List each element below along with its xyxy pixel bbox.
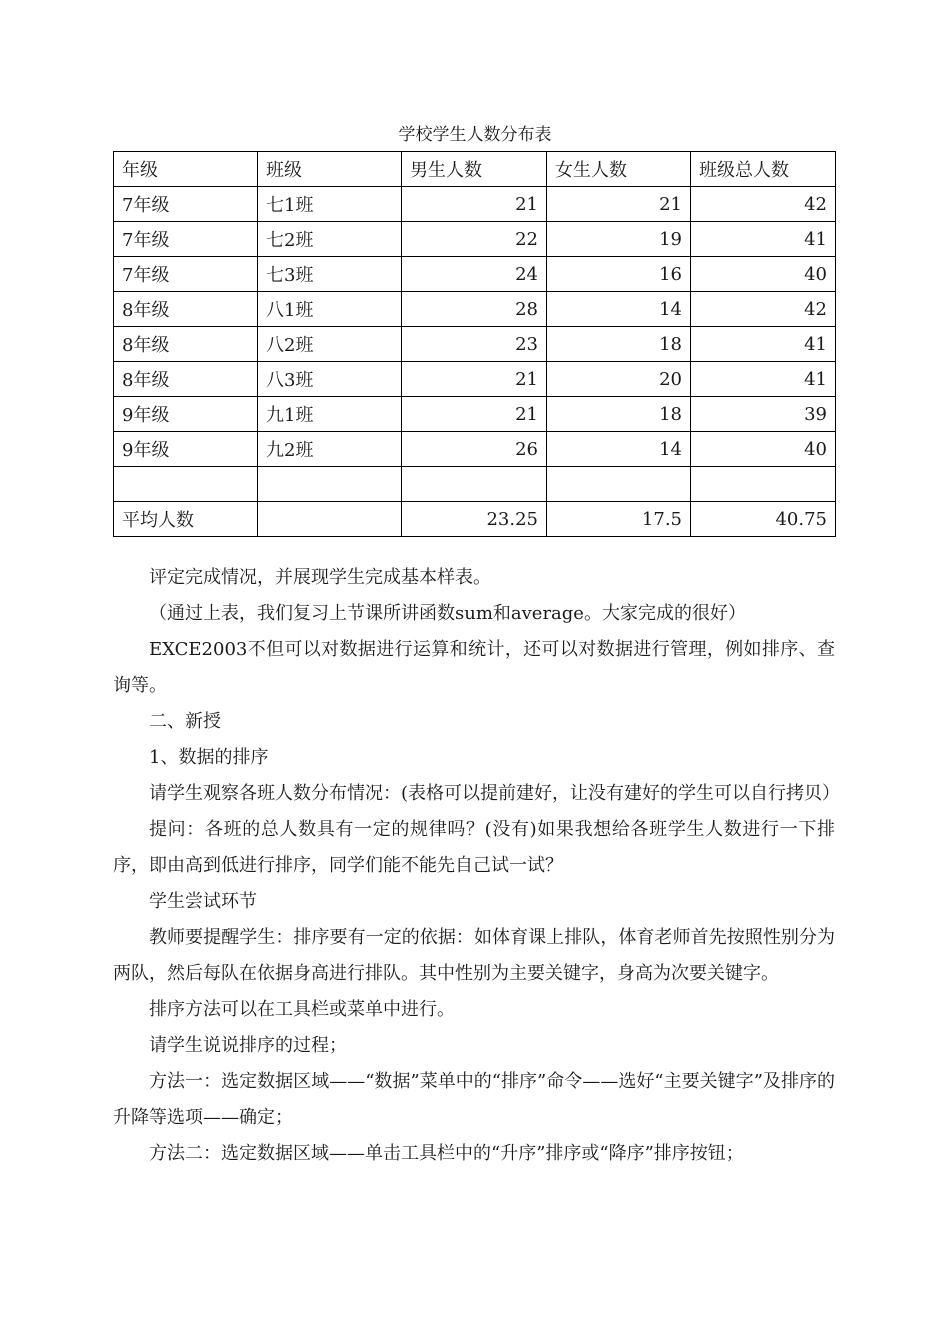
cell-grade: 9年级 [114,397,258,432]
cell-grade: 8年级 [114,362,258,397]
table-row [114,292,836,327]
cell-girls: 18 [547,397,691,432]
cell-class [258,502,402,537]
cell-total [691,467,836,502]
cell-boys: 21 [402,362,547,397]
cell-total: 42 [691,292,836,327]
average-total: 40.75 [691,502,836,537]
table-row [114,327,836,362]
paragraph: 评定完成情况，并展现学生完成基本样表。 [149,567,491,588]
paragraph: （通过上表，我们复习上节课所讲函数sum和average。大家完成的很好） [149,603,746,624]
cell-total: 41 [691,327,836,362]
paragraph: 教师要提醒学生：排序要有一定的依据：如体育课上排队，体育老师首先按照性别分为两队，然后每队在依据身高进行排队。其中性别为主要关键字，身高为次要关键字。 [113,927,835,984]
cell-class: 八2班 [258,327,402,362]
header-boys: 男生人数 [402,152,547,187]
table-row-empty [114,467,836,502]
table-row [114,187,836,222]
table-row-average [114,502,836,537]
cell-grade: 7年级 [114,222,258,257]
cell-grade: 9年级 [114,432,258,467]
cell-boys: 22 [402,222,547,257]
cell-class: 九1班 [258,397,402,432]
cell-class: 七2班 [258,222,402,257]
paragraph: 请学生观察各班人数分布情况：(表格可以提前建好，让没有建好的学生可以自行拷贝） [149,783,841,804]
paragraph: 方法二：选定数据区域——单击工具栏中的“升序”排序或“降序”排序按钮； [149,1143,744,1164]
cell-girls [547,467,691,502]
paragraph: EXCE2003不但可以对数据进行运算和统计，还可以对数据进行管理，例如排序、查询等。 [113,639,835,696]
cell-grade: 7年级 [114,257,258,292]
cell-total: 40 [691,432,836,467]
average-boys: 23.25 [402,502,547,537]
header-class: 班级 [258,152,402,187]
table-row [114,222,836,257]
table-row [114,432,836,467]
student-distribution-table [113,151,836,537]
subsection-heading: 1、数据的排序 [149,747,269,768]
cell-grade: 8年级 [114,327,258,362]
paragraph: 排序方法可以在工具栏或菜单中进行。 [149,999,455,1020]
table-row [114,362,836,397]
cell-total: 42 [691,187,836,222]
cell-class: 八1班 [258,292,402,327]
cell-girls: 14 [547,432,691,467]
table-row [114,257,836,292]
header-total: 班级总人数 [691,152,836,187]
cell-grade [114,467,258,502]
cell-girls: 19 [547,222,691,257]
cell-girls: 20 [547,362,691,397]
section-heading: 二、新授 [149,711,221,732]
cell-boys [402,467,547,502]
cell-total: 41 [691,362,836,397]
average-label: 平均人数 [114,502,258,537]
cell-girls: 16 [547,257,691,292]
paragraph: 提问：各班的总人数具有一定的规律吗？(没有)如果我想给各班学生人数进行一下排序，即由高到低进行排序，同学们能不能先自己试一试？ [113,819,835,876]
cell-total: 40 [691,257,836,292]
cell-total: 41 [691,222,836,257]
cell-boys: 23 [402,327,547,362]
paragraph: 请学生说说排序的过程； [149,1035,347,1056]
cell-girls: 18 [547,327,691,362]
cell-boys: 21 [402,187,547,222]
cell-boys: 21 [402,397,547,432]
cell-class: 七1班 [258,187,402,222]
cell-boys: 28 [402,292,547,327]
cell-class: 九2班 [258,432,402,467]
table-row [114,397,836,432]
cell-class: 八3班 [258,362,402,397]
cell-girls: 21 [547,187,691,222]
header-girls: 女生人数 [547,152,691,187]
paragraph: 学生尝试环节 [149,891,257,912]
cell-grade: 7年级 [114,187,258,222]
table-header-row [114,152,836,187]
table-title: 学校学生人数分布表 [398,125,552,145]
cell-boys: 26 [402,432,547,467]
cell-total: 39 [691,397,836,432]
cell-grade: 8年级 [114,292,258,327]
cell-girls: 14 [547,292,691,327]
cell-class [258,467,402,502]
cell-boys: 24 [402,257,547,292]
lesson-body [113,560,841,1172]
cell-class: 七3班 [258,257,402,292]
average-girls: 17.5 [547,502,691,537]
header-grade: 年级 [114,152,258,187]
paragraph: 方法一：选定数据区域——“数据”菜单中的“排序”命令——选好“主要关键字”及排序的升降等选项——确定； [113,1071,835,1128]
